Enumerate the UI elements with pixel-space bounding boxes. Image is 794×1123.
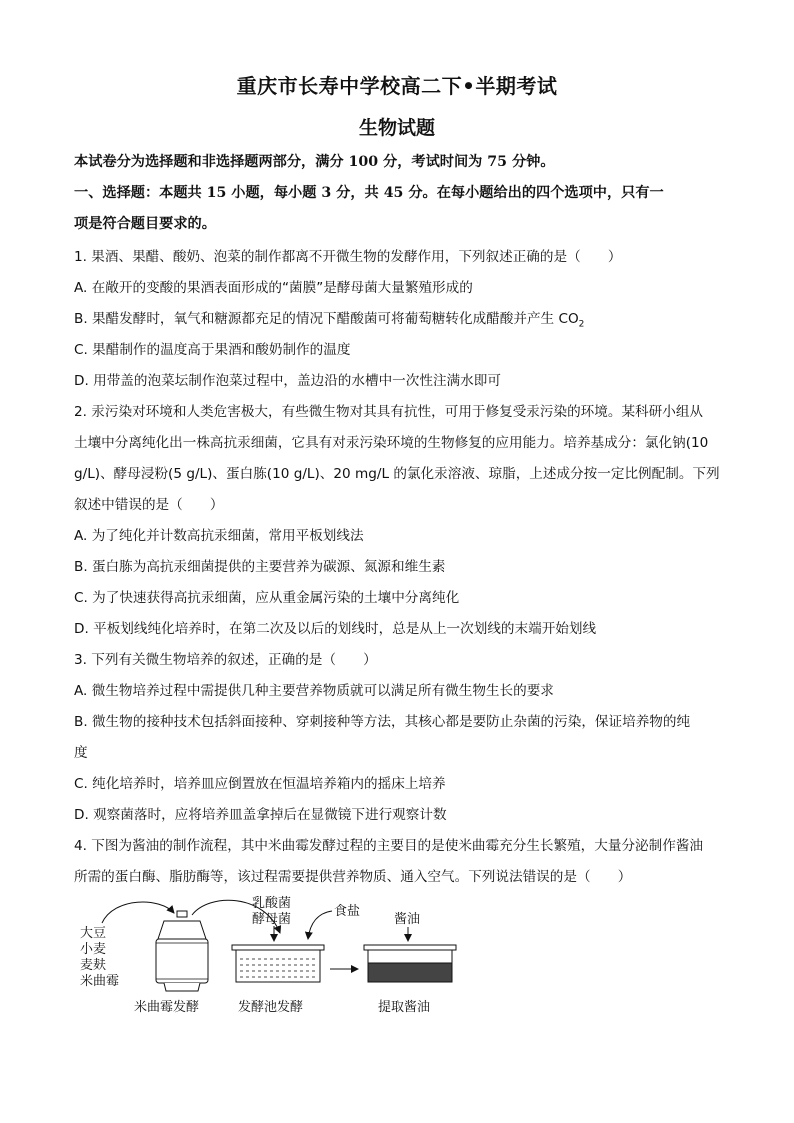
q1-option-d: D. 用带盖的泡菜坛制作泡菜过程中，盖边沿的水槽中一次性注满水即可	[74, 373, 501, 389]
q3-option-d: D. 观察菌落时，应将培养皿盖拿掉后在显微镜下进行观察计数	[74, 807, 447, 823]
q2-option-a: A. 为了纯化并计数高抗汞细菌，常用平板划线法	[74, 528, 364, 544]
step-caption-pool-fermentation: 发酵池发酵	[238, 1000, 304, 1015]
q2-option-c: C. 为了快速获得高抗汞细菌，应从重金属污染的土壤中分离纯化	[74, 590, 460, 606]
q2-stem-line4: 叙述中错误的是（ ）	[74, 497, 224, 513]
section-heading-line2: 项是符合题目要求的。	[74, 216, 216, 232]
q3-option-b-line2: 度	[74, 745, 88, 761]
q2-stem-line1: 2. 汞污染对环境和人类危害极大，有些微生物对其具有抗性，可用于修复受汞污染的环境。某科研小组从	[74, 404, 704, 420]
arrow-salt-to-pool	[308, 911, 332, 939]
q1-stem: 1. 果酒、果醋、酸奶、泡菜的制作都离不开微生物的发酵作用，下列叙述正确的是（ ）	[74, 249, 622, 265]
step-caption-extract-soy-sauce: 提取酱油	[378, 1000, 431, 1015]
microbe-yeast: 酵母菌	[252, 912, 292, 927]
q4-stem-line2: 所需的蛋白酶、脂肪酶等，该过程需要提供营养物质、通入空气。下列说法错误的是（ ）	[74, 869, 632, 885]
q1-option-a: A. 在敞开的变酸的果酒表面形成的“菌膜”是酵母菌大量繁殖形成的	[74, 280, 473, 296]
q1-option-b-subscript: 2	[578, 319, 585, 330]
section-heading-line1: 一、选择题：本题共 15 小题，每小题 3 分，共 45 分。在每小题给出的四个选项中，只有一	[74, 185, 664, 201]
q1-option-b-text: B. 果醋发酵时，氧气和糖源都充足的情况下醋酸菌可将葡萄糖转化成醋酸并产生 CO	[74, 311, 579, 327]
fermentation-pool-icon	[232, 945, 324, 982]
fermenter-tank-icon	[156, 911, 208, 991]
q2-stem-line3: g/L)、酵母浸粉(5 g/L)、蛋白胨(10 g/L)、20 mg/L 的氯化汞溶液、琼脂，上述成分按一定比例配制。下列	[74, 466, 720, 482]
arrow-raw-to-fermenter	[102, 902, 174, 923]
microbe-lactobacillus: 乳酸菌	[252, 896, 292, 911]
q2-stem-line2: 土壤中分离纯化出一株高抗汞细菌，它具有对汞污染环境的生物修复的应用能力。培养基成分：氯化钠(10	[74, 435, 709, 451]
intro-text: 本试卷分为选择题和非选择题两部分，满分 100 分，考试时间为 75 分钟。	[74, 154, 555, 170]
q1-option-c: C. 果醋制作的温度高于果酒和酸奶制作的温度	[74, 342, 351, 358]
q3-option-c: C. 纯化培养时，培养皿应倒置放在恒温培养箱内的摇床上培养	[74, 776, 446, 792]
q2-option-b: B. 蛋白胨为高抗汞细菌提供的主要营养为碳源、氮源和维生素	[74, 559, 446, 575]
raw-material-wheat: 小麦	[80, 942, 107, 957]
q3-option-a: A. 微生物培养过程中需提供几种主要营养物质就可以满足所有微生物生长的要求	[74, 683, 554, 699]
raw-material-soybean: 大豆	[80, 926, 107, 941]
raw-material-bran: 麦麸	[80, 958, 107, 973]
extraction-tank-icon	[364, 945, 456, 982]
q1-option-b	[74, 307, 734, 330]
q2-option-d: D. 平板划线纯化培养时，在第二次及以后的划线时，总是从上一次划线的末端开始划线	[74, 621, 597, 637]
q4-stem-line1: 4. 下图为酱油的制作流程，其中米曲霉发酵过程的主要目的是使米曲霉充分生长繁殖，大量分泌制作酱油	[74, 838, 704, 854]
q3-stem: 3. 下列有关微生物培养的叙述，正确的是（ ）	[74, 652, 377, 668]
product-soy-sauce-label: 酱油	[394, 912, 421, 927]
exam-title: 重庆市长寿中学校高二下•半期考试	[236, 74, 558, 98]
soy-sauce-process-diagram	[74, 893, 494, 1023]
q3-option-b-line1: B. 微生物的接种技术包括斜面接种、穿刺接种等方法，其核心都是要防止杂菌的污染，保证培养物的纯	[74, 714, 691, 730]
exam-subject: 生物试题	[358, 117, 435, 139]
salt-label: 食盐	[334, 904, 361, 919]
raw-material-aspergillus: 米曲霉	[80, 974, 120, 989]
step-caption-aspergillus-fermentation: 米曲霉发酵	[134, 1000, 200, 1015]
